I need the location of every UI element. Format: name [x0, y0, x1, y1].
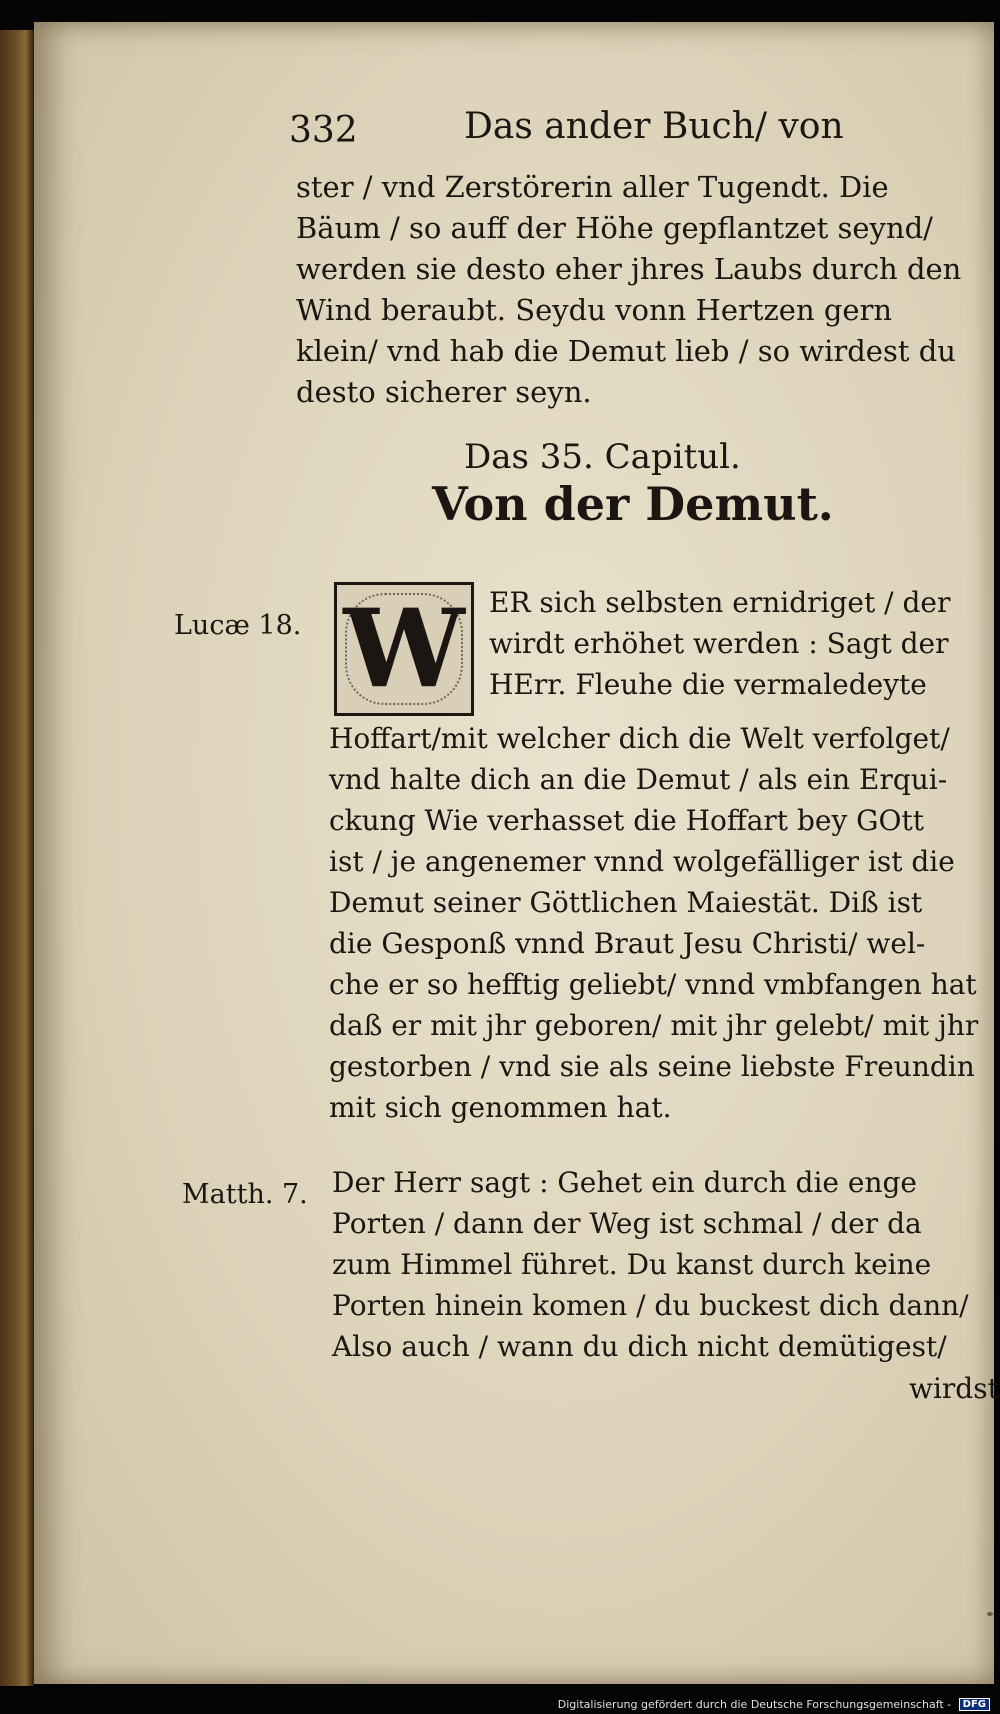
text-line: Wind beraubt. Seydu vonn Hertzen gern: [296, 293, 893, 327]
text-line: che er so hefftig geliebt/ vnnd vmbfangen hat: [329, 968, 977, 1001]
digitization-credit: [558, 1698, 990, 1712]
text-line: klein/ vnd hab die Demut lieb / so wirdest du: [296, 334, 956, 368]
text-line: ist / je angenemer vnnd wolgefälliger ist die: [329, 845, 955, 878]
paragraph-one: [329, 718, 978, 1128]
text-line: desto sicherer seyn.: [296, 375, 592, 409]
text-line: ster / vnd Zerstörerin aller Tugendt. Die: [296, 170, 889, 204]
text-line: ckung Wie verhasset die Hoffart bey GOtt: [329, 804, 924, 837]
text-line: wirdt erhöhet werden : Sagt der: [489, 627, 949, 660]
paragraph-two: [332, 1162, 969, 1367]
dfg-logo: DFG: [959, 1698, 990, 1711]
text-line: Porten hinein komen / du buckest dich dann/: [332, 1289, 969, 1322]
text-line: werden sie desto eher jhres Laubs durch den: [296, 252, 962, 286]
text-line: HErr. Fleuhe die vermaledeyte: [489, 668, 927, 701]
opening-text-block: [296, 167, 996, 413]
text-line: zum Himmel führet. Du kanst durch keine: [332, 1248, 932, 1281]
paper-smudge: [987, 1612, 993, 1616]
text-line: gestorben / vnd sie als seine liebste Freundin: [329, 1050, 975, 1083]
text-line: daß er mit jhr geboren/ mit jhr gelebt/ mit jhr: [329, 1009, 979, 1042]
page-paper: [34, 22, 999, 1684]
text-line: die Gesponß vnnd Braut Jesu Christi/ wel-: [329, 927, 926, 960]
text-line: Bäum / so auff der Höhe gepflantzet seynd/: [296, 211, 933, 245]
decorated-initial: W: [334, 582, 474, 716]
catchword: wirdst: [909, 1372, 999, 1405]
text-line: Demut seiner Göttlichen Maiestät. Diß ist: [329, 886, 923, 919]
text-line: Der Herr sagt : Gehet ein durch die enge: [332, 1166, 917, 1199]
book-cover-edge: [0, 30, 34, 1686]
text-line: mit sich genommen hat.: [329, 1091, 672, 1124]
initial-adjacent-text: [489, 582, 950, 705]
text-line: ER sich selbsten ernidriget / der: [489, 586, 951, 619]
text-line: Hoffart/mit welcher dich die Welt verfolget/: [329, 722, 950, 755]
chapter-title: Von der Demut.: [432, 477, 834, 531]
margin-note-lucae: Lucæ 18.: [174, 610, 302, 641]
text-line: Porten / dann der Weg ist schmal / der da: [332, 1207, 922, 1240]
margin-note-matthew: Matth. 7.: [182, 1179, 308, 1210]
page-number: 332: [289, 110, 358, 151]
chapter-label: Das 35. Capitul.: [464, 437, 741, 477]
text-line: Also auch / wann du dich nicht demütigest/: [332, 1330, 947, 1363]
credit-text: Digitalisierung gefördert durch die Deutsche Forschungsgemeinschaft -: [557, 1697, 952, 1711]
text-line: vnd halte dich an die Demut / als ein Erqui-: [329, 763, 948, 796]
running-head: Das ander Buch/ von: [464, 106, 844, 147]
